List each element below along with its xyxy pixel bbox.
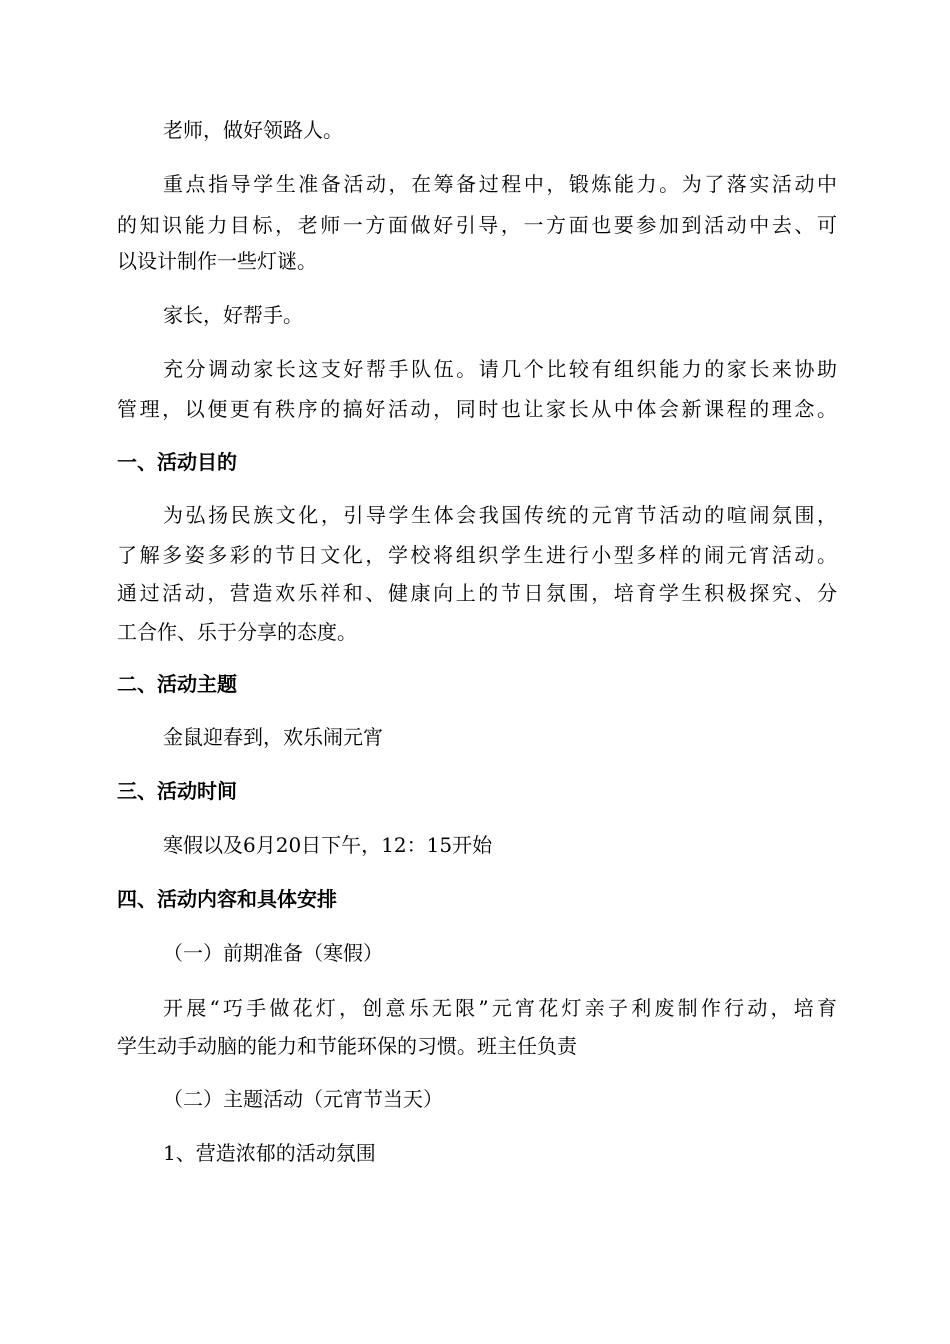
- paragraph-teacher-role: 老师，做好领路人。: [163, 118, 343, 142]
- paragraph-purpose-line-4: 工合作、乐于分享的态度。: [117, 620, 357, 644]
- paragraph-parent-help-line-1: 充分调动家长这支好帮手队伍。请几个比较有组织能力的家长来协助: [163, 357, 837, 381]
- paragraph-theme: 金鼠迎春到，欢乐闹元宵: [163, 725, 383, 749]
- paragraph-lantern-line-2: 学生动手动脑的能力和节能环保的习惯。班主任负责: [117, 1034, 577, 1058]
- paragraph-purpose-line-2: 了解多姿多彩的节日文化，学校将组织学生进行小型多样的闹元宵活动。: [117, 543, 837, 567]
- paragraph-parent-help-line-2: 管理，以便更有秩序的搞好活动，同时也让家长从中体会新课程的理念。: [117, 397, 837, 421]
- paragraph-atmosphere: 1、营造浓郁的活动氛围: [163, 1141, 376, 1165]
- subheading-preparation: （一）前期准备（寒假）: [163, 941, 383, 965]
- paragraph-teacher-guidance-line-3: 以设计制作一些灯谜。: [117, 249, 317, 273]
- paragraph-time: 寒假以及6月20日下午，12：15开始: [163, 833, 493, 857]
- heading-activity-theme: 二、活动主题: [117, 672, 237, 696]
- heading-activity-purpose: 一、活动目的: [117, 450, 237, 474]
- subheading-theme-activity: （二）主题活动（元宵节当天）: [163, 1087, 443, 1111]
- paragraph-purpose-line-3: 通过活动，营造欢乐祥和、健康向上的节日氛围，培育学生积极探究、分: [117, 581, 837, 605]
- paragraph-purpose-line-1: 为弘扬民族文化，引导学生体会我国传统的元宵节活动的喧闹氛围，: [163, 503, 837, 527]
- paragraph-lantern-line-1: 开展“巧手做花灯，创意乐无限”元宵花灯亲子利废制作行动，培育: [163, 996, 837, 1020]
- paragraph-parent-role: 家长，好帮手。: [163, 303, 303, 327]
- heading-activity-time: 三、活动时间: [117, 779, 237, 803]
- heading-activity-content: 四、活动内容和具体安排: [117, 887, 337, 911]
- paragraph-teacher-guidance-line-2: 的知识能力目标，老师一方面做好引导，一方面也要参加到活动中去、可: [117, 213, 837, 237]
- paragraph-teacher-guidance-line-1: 重点指导学生准备活动，在筹备过程中，锻炼能力。为了落实活动中: [163, 172, 837, 196]
